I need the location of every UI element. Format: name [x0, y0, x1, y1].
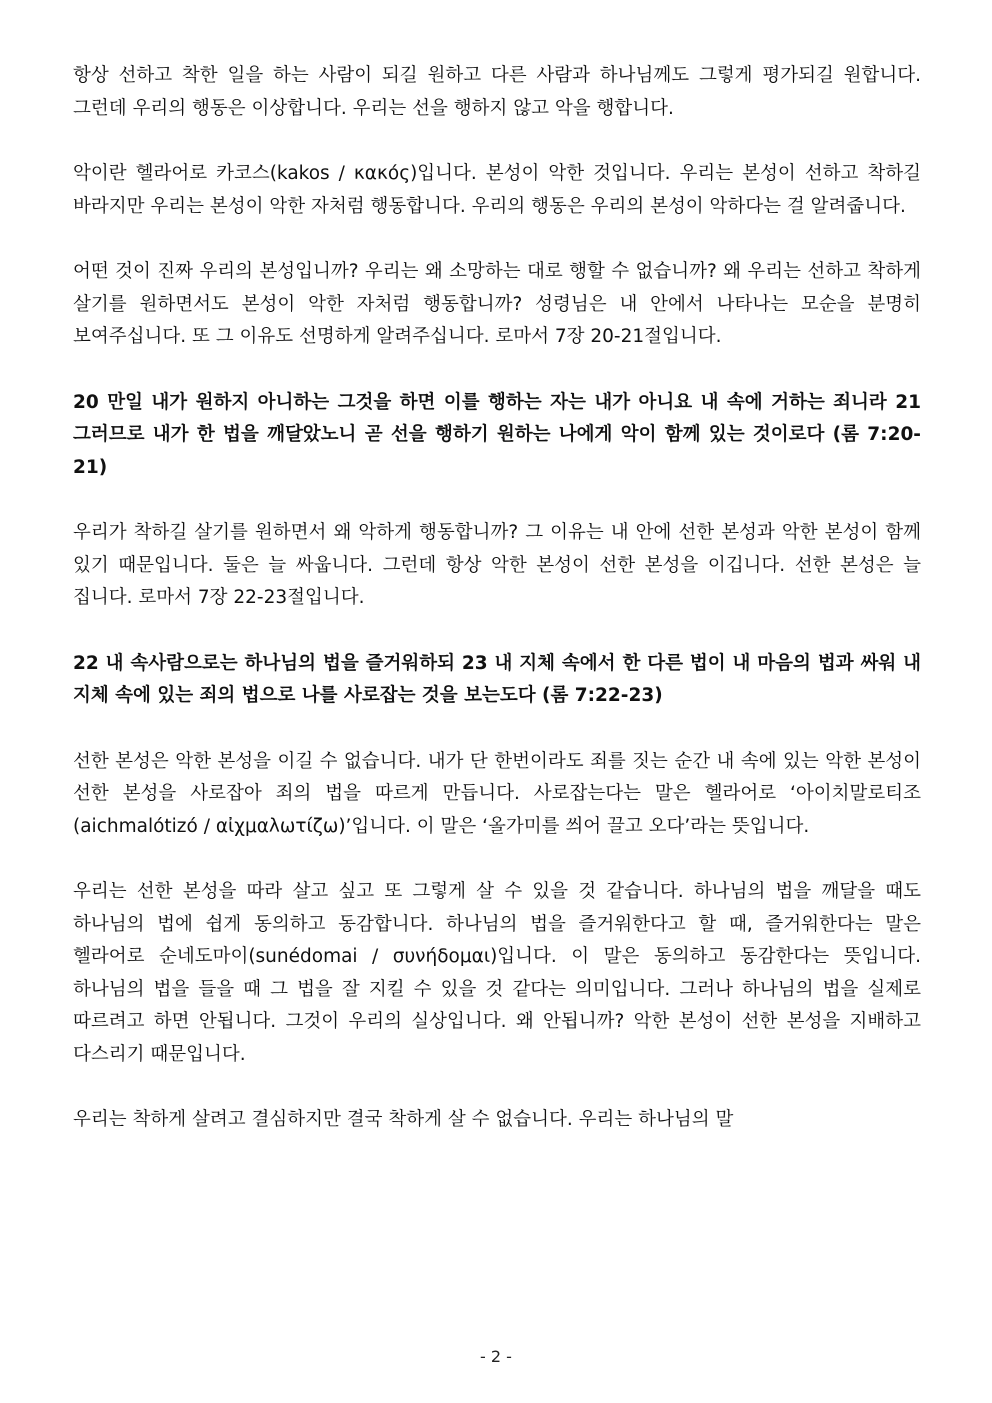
- paragraph: 항상 선하고 착한 일을 하는 사람이 되길 원하고 다른 사람과 하나님께도 그렇게 평가되길 원합니다. 그런데 우리의 행동은 이상합니다. 우리는 선을 행하지 않고 악을 행합니다.: [73, 65, 921, 119]
- paragraph: 우리가 착하길 살기를 원하면서 왜 악하게 행동합니까? 그 이유는 내 안에 선한 본성과 악한 본성이 함께 있기 때문입니다. 둘은 늘 싸웁니다. 그런데 항상 악한 본성이 선한 본성을 이깁니다. 선한 본성은 늘 집니다. 로마서 7장 22-23절입니다.: [73, 522, 921, 608]
- paragraph: 우리는 선한 본성을 따라 살고 싶고 또 그렇게 살 수 있을 것 같습니다. 하나님의 법을 깨달을 때도 하나님의 법에 쉽게 동의하고 동감합니다. 하나님의 법을 즐거워한다고 할 때, 즐거워한다는 말은 헬라어로 순네도마이(sunédomai / συνήδομαι)입니다. 이 말은 동의하고 동감한다는 뜻입니다. 하나님의 법을 들을 때 그 법을 잘 지킬 수 있을 것 같다는 의미입니다. 그러나 하나님의 법을 실제로 따르려고 하면 안됩니다. 그것이 우리의 실상입니다. 왜 안됩니까? 악한 본성이 선한 본성을 지배하고 다스리기 때문입니다.: [73, 881, 921, 1065]
- paragraph: 악이란 헬라어로 카코스(kakos / κακός)입니다. 본성이 악한 것입니다. 우리는 본성이 선하고 착하길 바라지만 우리는 본성이 악한 자처럼 행동합니다. 우리의 행동은 우리의 본성이 악하다는 걸 알려줍니다.: [73, 163, 921, 217]
- scripture-quote: 20 만일 내가 원하지 아니하는 그것을 하면 이를 행하는 자는 내가 아니요 내 속에 거하는 죄니라 21 그러므로 내가 한 법을 깨달았노니 곧 선을 행하기 원하는 나에게 악이 함께 있는 것이로다 (롬 7:20-21): [73, 391, 921, 478]
- paragraph: 어떤 것이 진짜 우리의 본성입니까? 우리는 왜 소망하는 대로 행할 수 없습니까? 왜 우리는 선하고 착하게 살기를 원하면서도 본성이 악한 자처럼 행동합니까? 성령님은 내 안에서 나타나는 모순을 분명히 보여주십니다. 또 그 이유도 선명하게 알려주십니다. 로마서 7장 20-21절입니다.: [73, 261, 921, 347]
- document-page: [73, 60, 921, 1170]
- paragraph: 우리는 착하게 살려고 결심하지만 결국 착하게 살 수 없습니다. 우리는 하나님의 말: [73, 1109, 734, 1130]
- paragraph: 선한 본성은 악한 본성을 이길 수 없습니다. 내가 단 한번이라도 죄를 짓는 순간 내 속에 있는 악한 본성이 선한 본성을 사로잡아 죄의 법을 따르게 만듭니다. 사로잡는다는 말은 헬라어로 ‘아이치말로티조(aichmalótizó / αἰχμαλωτίζω)’입니다. 이 말은 ‘올가미를 씌어 끌고 오다’라는 뜻입니다.: [73, 750, 921, 837]
- scripture-quote: 22 내 속사람으로는 하나님의 법을 즐거워하되 23 내 지체 속에서 한 다른 법이 내 마음의 법과 싸워 내 지체 속에 있는 죄의 법으로 나를 사로잡는 것을 보는도다 (롬 7:22-23): [73, 652, 921, 706]
- page-number: - 2 -: [480, 1347, 512, 1366]
